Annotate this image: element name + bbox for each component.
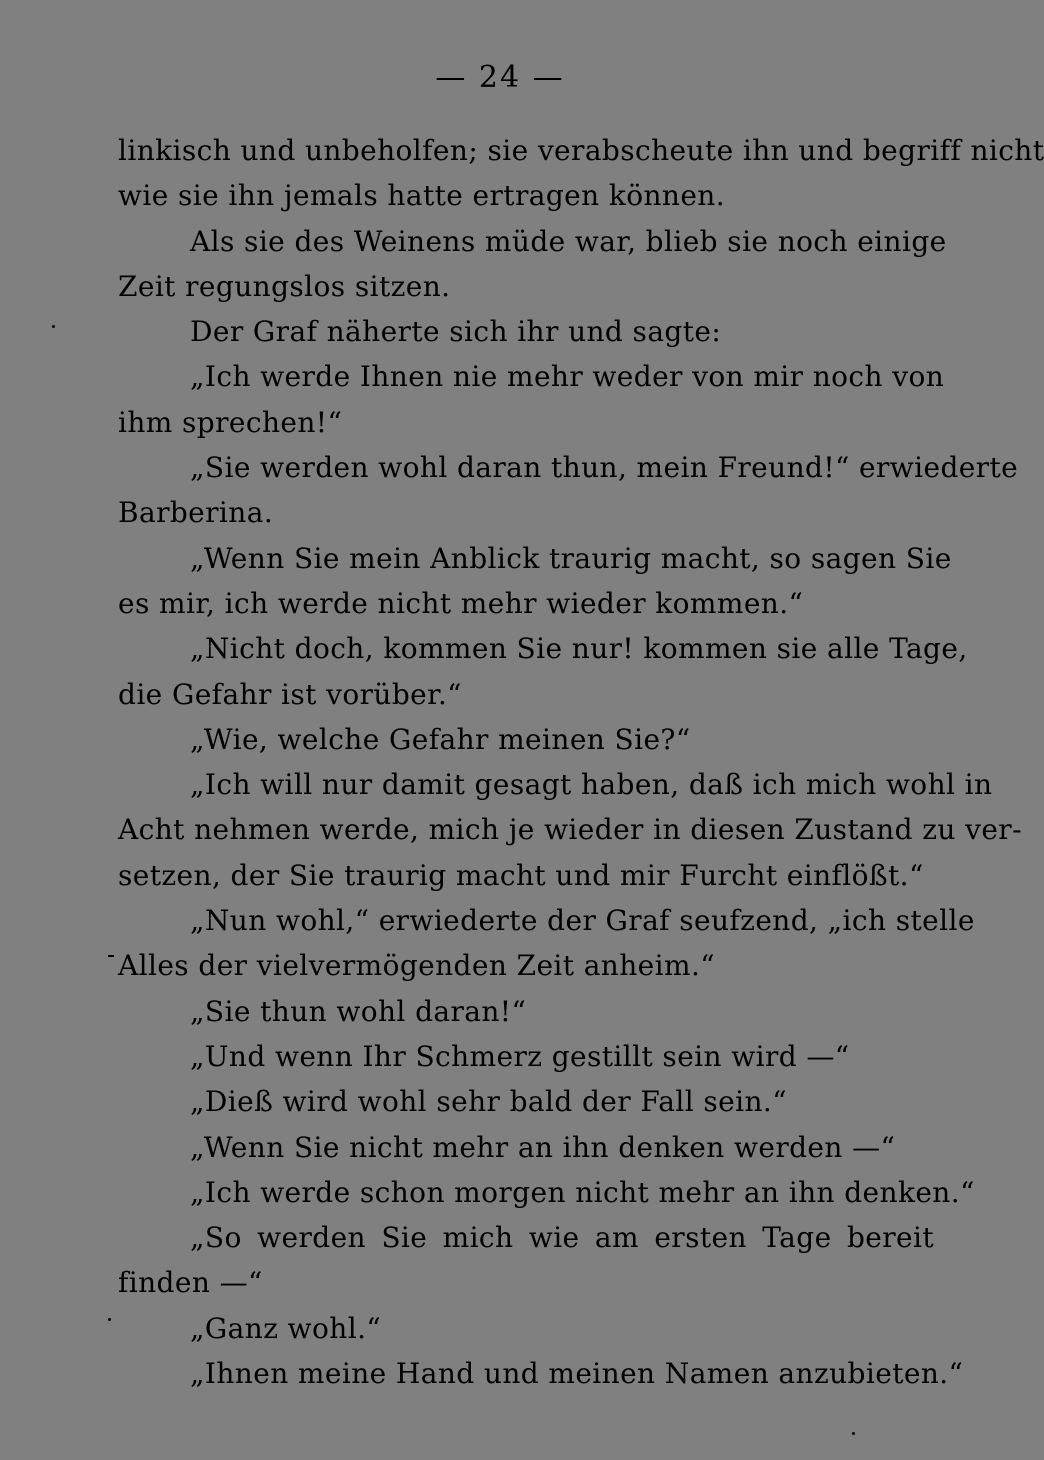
body-text <box>118 128 1044 1396</box>
text-line: „Ihnen meine Hand und meinen Namen anzubieten.“ <box>190 1357 964 1391</box>
text-line: linkisch und unbeholfen; sie verabscheute ihn und begriff nicht <box>118 134 1044 167</box>
text-line: „Wie, welche Gefahr meinen Sie?“ <box>190 722 691 756</box>
scan-speck <box>52 325 55 328</box>
text-line: „Sie thun wohl daran!“ <box>190 994 527 1028</box>
scan-speck <box>852 1432 855 1435</box>
text-line: „So werden Sie mich wie am ersten Tage bereit <box>190 1221 934 1255</box>
text-line: „Ganz wohl.“ <box>190 1311 382 1345</box>
text-line: „Und wenn Ihr Schmerz gestillt sein wird —“ <box>190 1039 850 1073</box>
page-number: — 24 — <box>435 60 565 95</box>
text-line: Der Graf näherte sich ihr und sagte: <box>190 315 722 349</box>
text-line: finden —“ <box>118 1266 263 1300</box>
text-line: Als sie des Weinens müde war, blieb sie noch einige <box>190 224 947 258</box>
text-line: wie sie ihn jemals hatte ertragen können. <box>118 179 726 213</box>
text-line: es mir, ich werde nicht mehr wieder kommen.“ <box>118 586 804 620</box>
text-line: „Dieß wird wohl sehr bald der Fall sein.“ <box>190 1085 787 1119</box>
scan-speck <box>108 955 114 957</box>
text-line: ihm sprechen!“ <box>118 405 343 439</box>
text-line: Acht nehmen werde, mich je wieder in diesen Zustand zu ver- <box>118 813 1022 847</box>
text-line: Zeit regungslos sitzen. <box>118 269 451 303</box>
scan-speck <box>108 1318 111 1321</box>
text-line: „Wenn Sie mein Anblick traurig macht, so sagen Sie <box>190 541 952 575</box>
text-line: die Gefahr ist vorüber.“ <box>118 677 462 711</box>
text-line: „Ich werde Ihnen nie mehr weder von mir noch von <box>190 360 945 394</box>
text-line: Barberina. <box>118 496 274 530</box>
text-line: „Ich will nur damit gesagt haben, daß ich mich wohl in <box>190 768 993 802</box>
text-line: „Nicht doch, kommen Sie nur! kommen sie alle Tage, <box>190 632 968 666</box>
text-line: „Wenn Sie nicht mehr an ihn denken werden —“ <box>190 1130 896 1164</box>
text-line: setzen, der Sie traurig macht und mir Furcht einflößt.“ <box>118 858 924 892</box>
text-line: „Sie werden wohl daran thun, mein Freund!“ erwiederte <box>190 451 1019 485</box>
text-line: Alles der vielvermögenden Zeit anheim.“ <box>118 949 715 983</box>
text-line: „Nun wohl,“ erwiederte der Graf seufzend, „ich stelle <box>190 904 975 938</box>
text-line: „Ich werde schon morgen nicht mehr an ihn denken.“ <box>190 1175 975 1209</box>
